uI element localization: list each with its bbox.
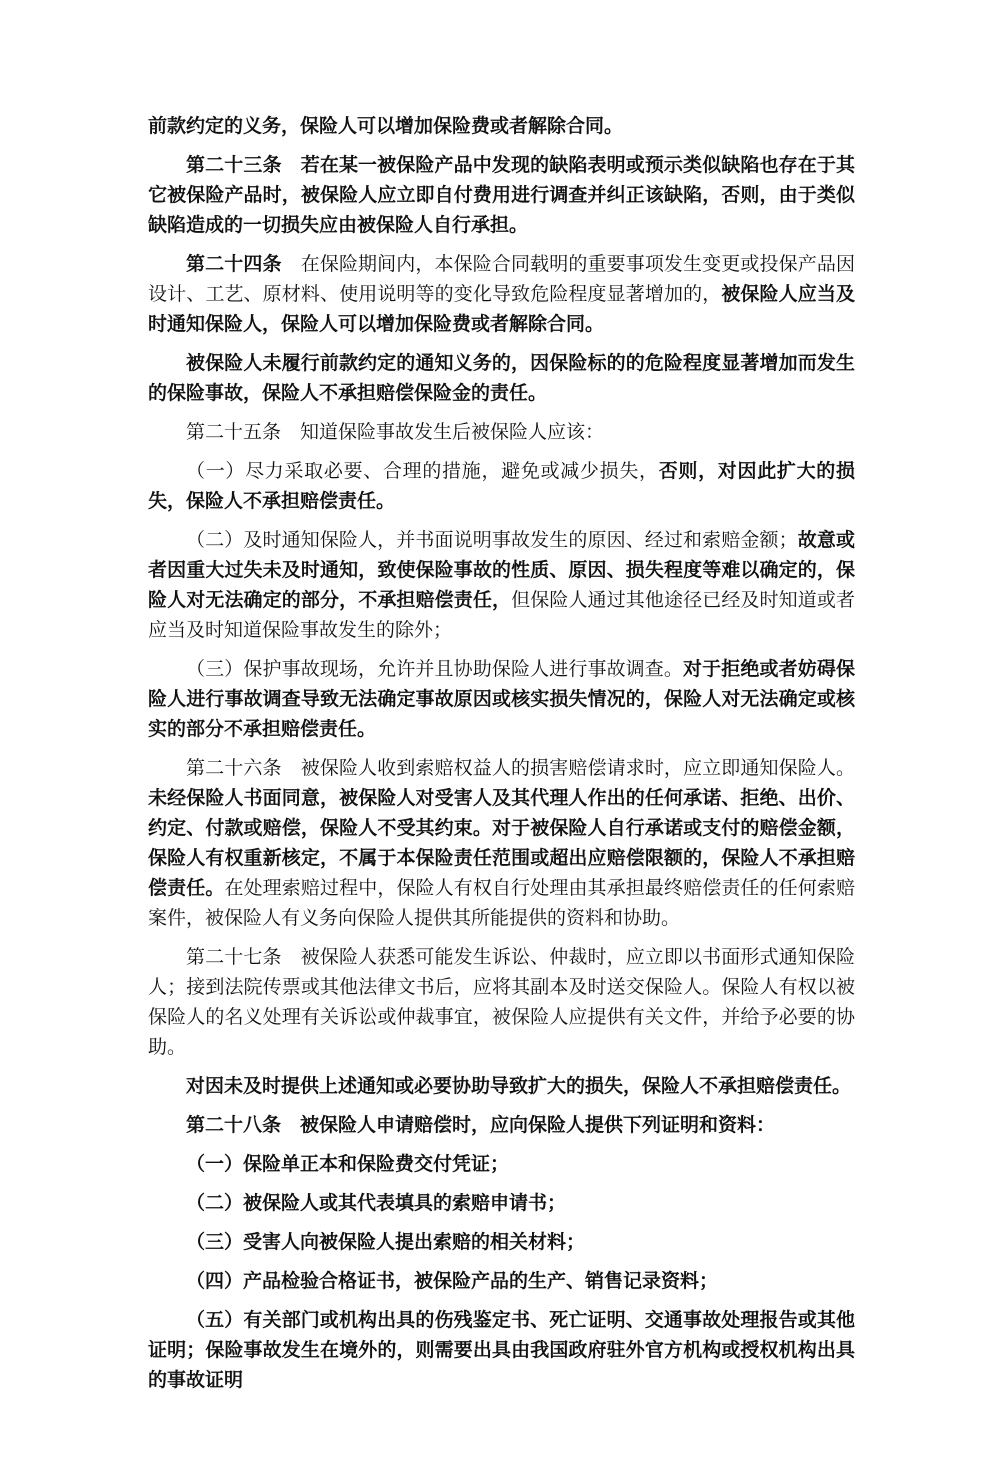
text-run: 被保险人应当及时通知保险人，保险人可以增加保险费或者解除合同。 <box>148 284 855 335</box>
text-run: （一）尽力采取必要、合理的措施，避免或减少损失， <box>186 461 659 482</box>
article-number: 第二十七条 <box>186 947 282 968</box>
text-run: （四）产品检验合格证书，被保险产品的生产、销售记录资料； <box>186 1271 719 1292</box>
text-run: 对于拒绝或者妨碍保险人进行事故调查导致无法确定事故原因或核实损失情况的，保险人对无法确定或核实的部分不承担赔偿责任。 <box>148 659 855 740</box>
article-number: 第二十六条 <box>186 758 282 779</box>
article-23-paragraph <box>148 151 855 241</box>
article-number: 第二十八条 <box>186 1115 282 1136</box>
text-run: 在处理索赔过程中，保险人有权自行处理由其承担最终赔偿责任的任何索赔案件，被保险人有义务向保险人提供其所能提供的资料和协助。 <box>148 878 855 929</box>
article-28-item-4 <box>148 1267 855 1297</box>
text-run: 前款约定的义务，保险人可以增加保险费或者解除合同。 <box>148 116 624 137</box>
article-number: 第二十五条 <box>186 422 282 443</box>
text-run: 被保险人未履行前款约定的通知义务的，因保险标的的危险程度显著增加而发生的保险事故，保险人不承担赔偿保险金的责任。 <box>148 353 855 404</box>
article-28-item-2 <box>148 1189 855 1219</box>
text-run: 知道保险事故发生后被保险人应该： <box>281 422 605 443</box>
text-run: 对因未及时提供上述通知或必要协助导致扩大的损失，保险人不承担赔偿责任。 <box>186 1076 852 1097</box>
article-28-item-5 <box>148 1306 855 1396</box>
article-24-paragraph <box>148 250 855 340</box>
text-run: 在保险期间内，本保险合同载明的重要事项发生变更或投保产品因设计、工艺、原材料、使用说明等的变化导致危险程度显著增加的， <box>148 254 855 305</box>
text-run: （五）有关部门或机构出具的伤残鉴定书、死亡证明、交通事故处理报告或其他证明；保险事故发生在境外的，则需要出具由我国政府驻外官方机构或授权机构出具的事故证明 <box>148 1310 855 1391</box>
text-run: 若在某一被保险产品中发现的缺陷表明或预示类似缺陷也存在于其它被保险产品时，被保险人应立即自付费用进行调查并纠正该缺陷，否则，由于类似缺陷造成的一切损失应由被保险人自行承担。 <box>148 155 855 236</box>
article-25-item-2 <box>148 526 855 646</box>
article-28-item-1 <box>148 1150 855 1180</box>
text-run: 故意或者因重大过失未及时通知，致使保险事故的性质、原因、损失程度等难以确定的，保险人对无法确定的部分，不承担赔偿责任， <box>148 530 855 611</box>
text-run: 被保险人收到索赔权益人的损害赔偿请求时，应立即通知保险人。 <box>281 758 855 779</box>
article-24-paragraph-2 <box>148 349 855 409</box>
article-number: 第二十三条 <box>186 155 282 176</box>
text-run: （二）及时通知保险人，并书面说明事故发生的原因、经过和索赔金额； <box>186 530 798 551</box>
text-run: 被保险人获悉可能发生诉讼、仲裁时，应立即以书面形式通知保险人；接到法院传票或其他法律文书后，应将其副本及时送交保险人。保险人有权以被保险人的名义处理有关诉讼或仲裁事宜，被保险人应提供有关文件，并给予必要的协助。 <box>148 947 855 1058</box>
article-27-paragraph-2 <box>148 1072 855 1102</box>
article-25-item-1 <box>148 457 855 517</box>
continuation-paragraph <box>148 112 855 142</box>
text-run: 被保险人申请赔偿时，应向保险人提供下列证明和资料： <box>281 1115 776 1136</box>
article-26-paragraph <box>148 754 855 934</box>
article-25-paragraph <box>148 418 855 448</box>
article-27-paragraph <box>148 943 855 1063</box>
text-run: （一）保险单正本和保险费交付凭证； <box>186 1154 510 1175</box>
text-run: 但保险人通过其他途径已经及时知道或者应当及时知道保险事故发生的除外； <box>148 590 855 641</box>
article-28-paragraph <box>148 1111 855 1141</box>
text-run: 未经保险人书面同意，被保险人对受害人及其代理人作出的任何承诺、拒绝、出价、约定、付款或赔偿，保险人不受其约束。对于被保险人自行承诺或支付的赔偿金额，保险人有权重新核定，不属于本保险责任范围或超出应赔偿限额的，保险人不承担赔偿责任。 <box>148 788 855 899</box>
text-run: （二）被保险人或其代表填具的索赔申请书； <box>186 1193 567 1214</box>
article-28-item-3 <box>148 1228 855 1258</box>
article-25-item-3 <box>148 655 855 745</box>
text-run: （三）受害人向被保险人提出索赔的相关材料； <box>186 1232 586 1253</box>
text-run: 否则，对因此扩大的损失，保险人不承担赔偿责任。 <box>148 461 855 512</box>
text-run: （三）保护事故现场，允许并且协助保险人进行事故调查。 <box>186 659 684 680</box>
article-number: 第二十四条 <box>186 254 282 275</box>
